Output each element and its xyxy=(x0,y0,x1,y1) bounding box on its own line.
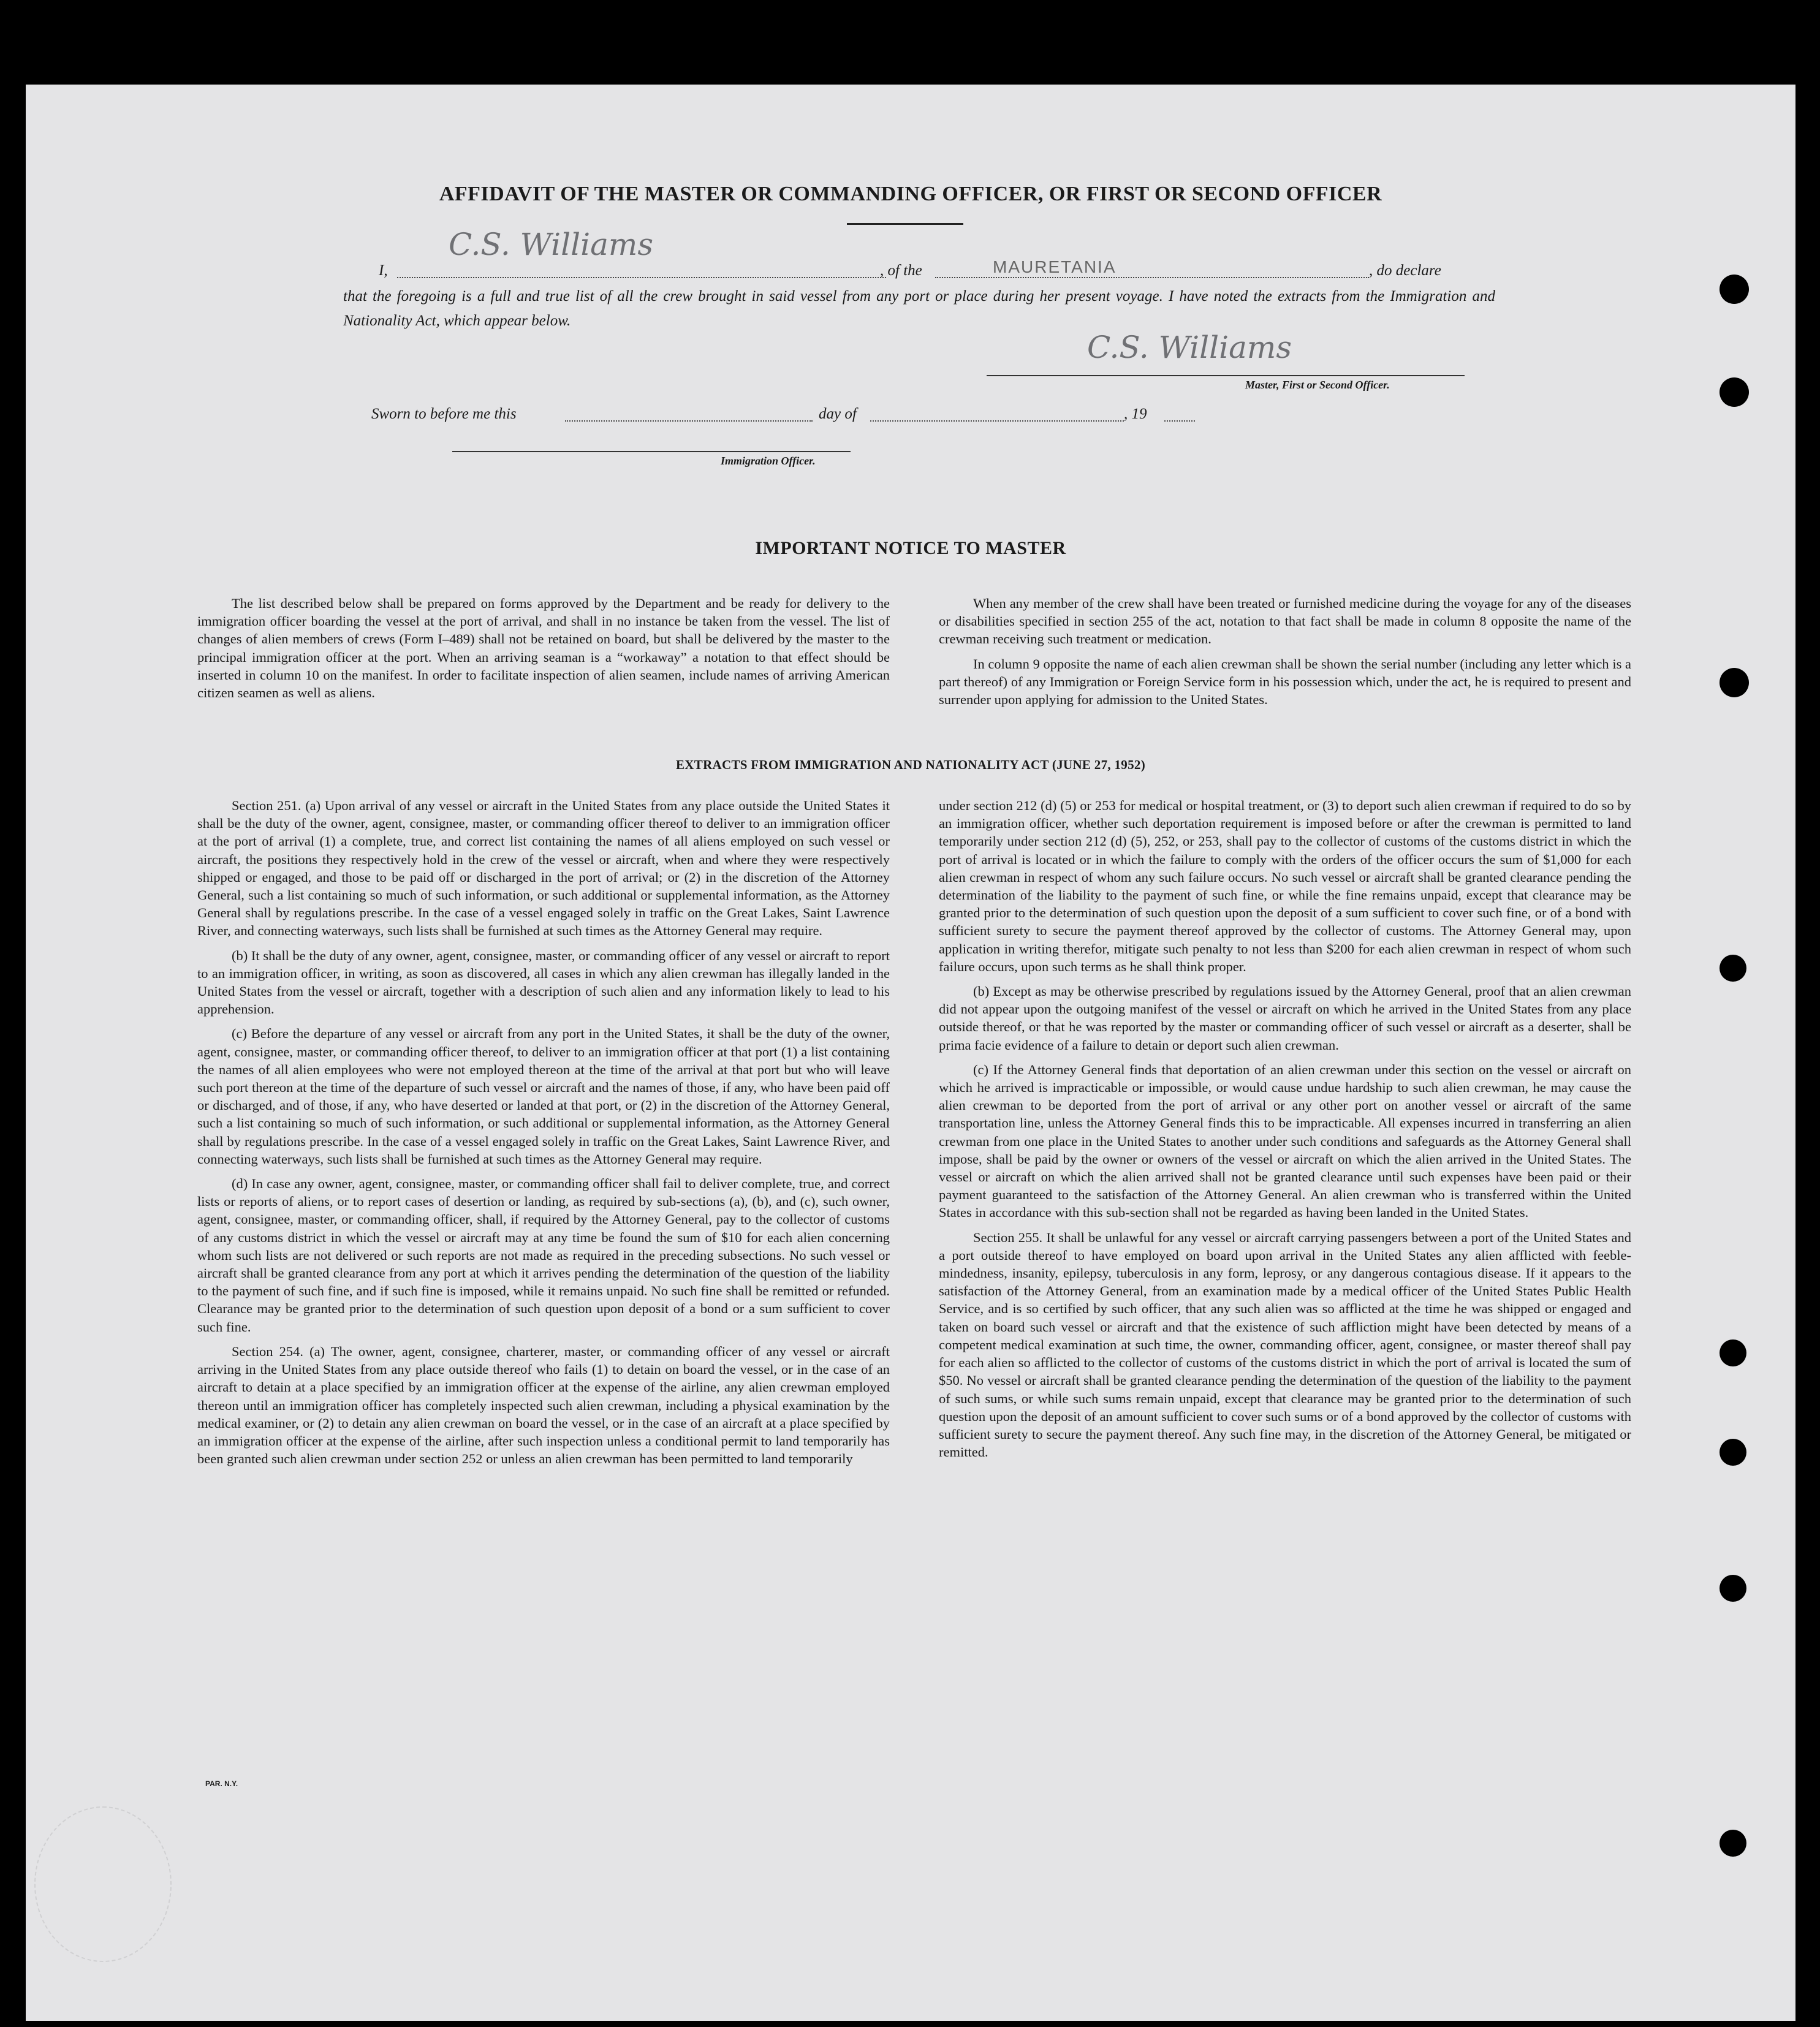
declaration-text: that the foregoing is a full and true list of all the crew brought in said vessel from any port or place during her present voyage. I have noted the extracts from the Immigration and Nationality Act, which appear below. xyxy=(343,288,1495,329)
punch-hole xyxy=(1720,1339,1746,1366)
extracts-title: EXTRACTS FROM IMMIGRATION AND NATIONALITY ACT (JUNE 27, 1952) xyxy=(676,757,1145,772)
statute-paragraph: (c) Before the departure of any vessel or aircraft from any port in the United States, it shall be the duty of the owner, agent, consignee, master, or commanding officer thereof, to deliver to an immigration officer at that port (1) a list containing the names of all alien employees who were not employed thereon at the time of the arrival at that port but who will leave such port thereon at the time of the departure of such vessel or aircraft and the names of those, if any, who have been paid off or discharged, and of those, if any, who have deserted or landed at that port, or (2) in the discretion of the Attorney General, such a list containing so much of such information, or such additional or supplemental information, as the Attorney General shall by regulations prescribe. In the case of a vessel engaged solely in traffic on the Great Lakes, Saint Lawrence River, and connecting waterways, such lists shall be furnished at such times as the Attorney General may require. xyxy=(197,1026,890,1167)
punch-hole xyxy=(1720,1575,1746,1602)
year-label: , 19 xyxy=(1124,406,1147,422)
punch-hole xyxy=(1720,1439,1746,1466)
notice-paragraph: The list described below shall be prepared on forms approved by the Department and be ready for delivery to the immigration officer boarding the vessel at the port of arrival, and shall in no instance be taken from the vessel. The list of changes of alien members of crews (Form I–489) shall not be retained on board, but shall be delivered by the master to the principal immigration officer at the port. When an arriving seaman is a “workaway” a notation to that effect should be inserted in column 10 on the manifest. In order to facilitate inspection of alien seamen, include names of arriving American citizen seamen as well as aliens. xyxy=(197,596,890,701)
declarant-name-field xyxy=(397,277,886,278)
notice-title: IMPORTANT NOTICE TO MASTER xyxy=(755,538,1066,558)
punch-hole xyxy=(1720,1830,1746,1857)
statute-paragraph: under section 212 (d) (5) or 253 for medical or hospital treatment, or (3) to deport such alien crewman if required to do so by an immigration officer, whether such deportation requirement is imposed before or after the crewman is permitted to land temporarily under section 212 (d) (5), 252, or 253, shall pay to the collector of customs of the customs district in which the port of arrival is located or in which the failure to comply with the orders of the officer occurs the sum of $1,000 for each alien crewman in respect of whom any such failure occurs. No such vessel or aircraft shall be granted clearance pending the determination of the liability to the payment of such fine, or while the fine remains unpaid, except that clearance may be granted prior to the determination of such question upon the deposit of a sum sufficient to cover such fine, or of a bond with sufficient surety to secure the payment thereof approved by the collector of customs. The Attorney General may, upon application in writing therefor, mitigate such penalty to not less than $200 for each alien crewman in respect of whom such failure occurs, upon such terms as he shall think proper. xyxy=(939,798,1631,974)
sworn-label: Sworn to before me this xyxy=(371,406,517,422)
punch-hole xyxy=(1720,377,1749,407)
extracts-left-column xyxy=(197,797,890,1474)
statute-paragraph: Section 251. (a) Upon arrival of any vessel or aircraft in the United States from any place outside the United States it shall be the duty of the owner, agent, consignee, master, or commanding officer thereof to deliver to an immigration officer at the port of arrival (1) a complete, true, and correct list containing the names of all aliens employed on such vessel or aircraft, the positions they respectively hold in the crew of the vessel or aircraft, when and where they were respectively shipped or engaged, and those to be paid off or discharged in the port of arrival; or (2) in the discretion of the Attorney General, such a list containing so much of such information, or such additional or supplemental information, as the Attorney General shall by regulations prescribe. In the case of a vessel engaged solely in traffic on the Great Lakes, Saint Lawrence River, and connecting waterways, such lists shall be furnished at such times as the Attorney General may require. xyxy=(197,798,890,939)
statute-paragraph: (c) If the Attorney General finds that deportation of an alien crewman under this section on the vessel or aircraft on which he arrived is impracticable or impossible, or would cause undue hardship to such alien crewman, he may cause the alien crewman to be deported from the port of arrival or any other port on another vessel or aircraft of the same transportation line, unless the Attorney General finds this to be impracticable. All expenses incurred in transferring an alien crewman from one place in the United States to another under such conditions and safeguards as the Attorney General shall impose, shall be paid by the owner or owners of the vessel or aircraft on which the alien arrived in the United States. The vessel or aircraft on which the alien arrived shall not be granted clearance until such expenses have been paid or their payment guaranteed to the satisfaction of the Attorney General. An alien crewman who is transferred within the United States in accordance with this sub-section shall not be regarded as having been landed in the United States. xyxy=(939,1061,1631,1221)
statute-paragraph: (b) It shall be the duty of any owner, agent, consignee, master, or commanding officer of any vessel or aircraft to report to an immigration officer, in writing, as soon as discovered, all cases in which any alien crewman has illegally landed in the United States from the vessel or aircraft, together with a description of such alien and any information likely to lead to his apprehension. xyxy=(197,947,890,1017)
document-page xyxy=(26,85,1795,2021)
statute-paragraph: (b) Except as may be otherwise prescribed by regulations issued by the Attorney General, proof that an alien crewman did not appear upon the outgoing manifest of the vessel or aircraft on which he arrived in the United States from any place outside thereof, or that he was reported by the master or commanding officer of such vessel or aircraft as a deserter, shall be prima facie evidence of a failure to detain or deport such alien crewman. xyxy=(939,983,1631,1053)
signature-caption: Master, First or Second Officer. xyxy=(1245,379,1390,391)
punch-hole xyxy=(1720,275,1749,304)
signature-line xyxy=(987,375,1465,376)
declarant-signature: C.S. Williams xyxy=(449,227,653,262)
notice-paragraph: In column 9 opposite the name of each alien crewman shall be shown the serial number (including any letter which is a part thereof) of any Immigration or Foreign Service form in his possession which, under the act, he is required to present and surrender upon applying for admission to the United States. xyxy=(939,656,1631,708)
immigration-officer-line xyxy=(452,451,851,452)
notice-paragraph: When any member of the crew shall have been treated or furnished medicine during the voyage for any of the diseases or disabilities specified in section 255 of the act, notation to that fact shall be made in column 8 opposite the name of the crewman receiving such treatment or medication. xyxy=(939,596,1631,647)
master-signature: C.S. Williams xyxy=(1087,330,1292,365)
statute-paragraph: (d) In case any owner, agent, consignee, master, or commanding officer shall fail to deliver complete, true, and correct lists or reports of aliens, or to report cases of desertion or landing, as required by sub-sections (a), (b), and (c), such owner, agent, consignee, master, or commanding officer, shall, if required by the Attorney General, pay to the collector of customs of any customs district in which the vessel or aircraft may at any time be found the sum of $10 for each alien concerning whom such lists are not delivered or such reports are not made as required in the preceding subsections. No such vessel or aircraft shall be granted clearance from any port at which it arrives pending the determination of the question of the liability to the payment of such fine, and if such fine is imposed, while it remains unpaid. No such fine shall be remitted or refunded. Clearance may be granted prior to the determination of such question upon deposit of a bond or a sum sufficient to cover such fine. xyxy=(197,1176,890,1335)
vessel-name: MAURETANIA xyxy=(993,257,1117,276)
of-the-label: , of the xyxy=(880,262,922,279)
title-rule xyxy=(847,223,963,225)
notice-left-column xyxy=(197,594,890,708)
affidavit-title: AFFIDAVIT OF THE MASTER OR COMMANDING OFFICER, OR FIRST OR SECOND OFFICER xyxy=(439,183,1382,205)
statute-paragraph: Section 255. It shall be unlawful for any vessel or aircraft carrying passengers between a port of the United States and a port outside thereof to have employed on board upon arrival in the United States any alien afflicted with feeble-mindedness, insanity, epilepsy, tuberculosis in any form, leprosy, or any dangerous contagious disease. If it appears to the satisfaction of the Attorney General, from an examination made by a medical officer of the United States Public Health Service, and is so certified by such officer, that any such alien was so afflicted at the time he was shipped or engaged and taken on board such vessel or aircraft and that the existence of such affliction might have been detected by means of a competent medical examination at such time, the owner, commanding officer, agent, consignee, or master thereof shall pay for each alien so afflicted to the collector of customs of the customs district in which the port of arrival is located the sum of $50. No vessel or aircraft shall be granted clearance pending the determination of the question of the liability to the payment of such sums, or while such sums remain unpaid, except that clearance may be granted prior to the determination of such question upon the deposit of an amount sufficient to cover such sums or of a bond approved by the collector of customs with sufficient surety to secure the payment thereof. Any such fine may, in the discretion of the Attorney General, be mitigated or remitted. xyxy=(939,1229,1631,1460)
i-label: I, xyxy=(379,262,388,279)
vessel-name-field xyxy=(935,277,1369,278)
notice-right-column xyxy=(939,594,1631,715)
sworn-month-field xyxy=(870,420,1124,422)
statute-paragraph: Section 254. (a) The owner, agent, consignee, charterer, master, or commanding officer of any vessel or aircraft arriving in the United States from any place outside thereof who fails (1) to detain on board the vessel, or in the case of an aircraft to detain at a place specified by an immigration officer at the expense of the airline, any alien crewman employed thereon until an immigration officer has completely inspected such alien crewman, including a physical examination by the medical examiner, or (2) to detain any alien crewman on board the vessel, or in the case of an aircraft at a place specified by an immigration officer at the expense of the airline, after such inspection unless a conditional permit to land temporarily has been granted such alien crewman under section 252 or unless an alien crewman has been permitted to land temporarily xyxy=(197,1343,890,1467)
faint-seal-impression xyxy=(34,1806,172,1962)
immigration-officer-caption: Immigration Officer. xyxy=(721,455,816,467)
sworn-day-field xyxy=(565,420,813,422)
punch-hole xyxy=(1720,955,1746,982)
extracts-right-column xyxy=(939,797,1631,1468)
day-of-label: day of xyxy=(819,406,857,422)
printer-mark: PAR. N.Y. xyxy=(205,1779,238,1788)
punch-hole xyxy=(1720,668,1749,697)
sworn-year-field xyxy=(1164,420,1195,422)
do-declare-label: , do declare xyxy=(1369,262,1441,279)
